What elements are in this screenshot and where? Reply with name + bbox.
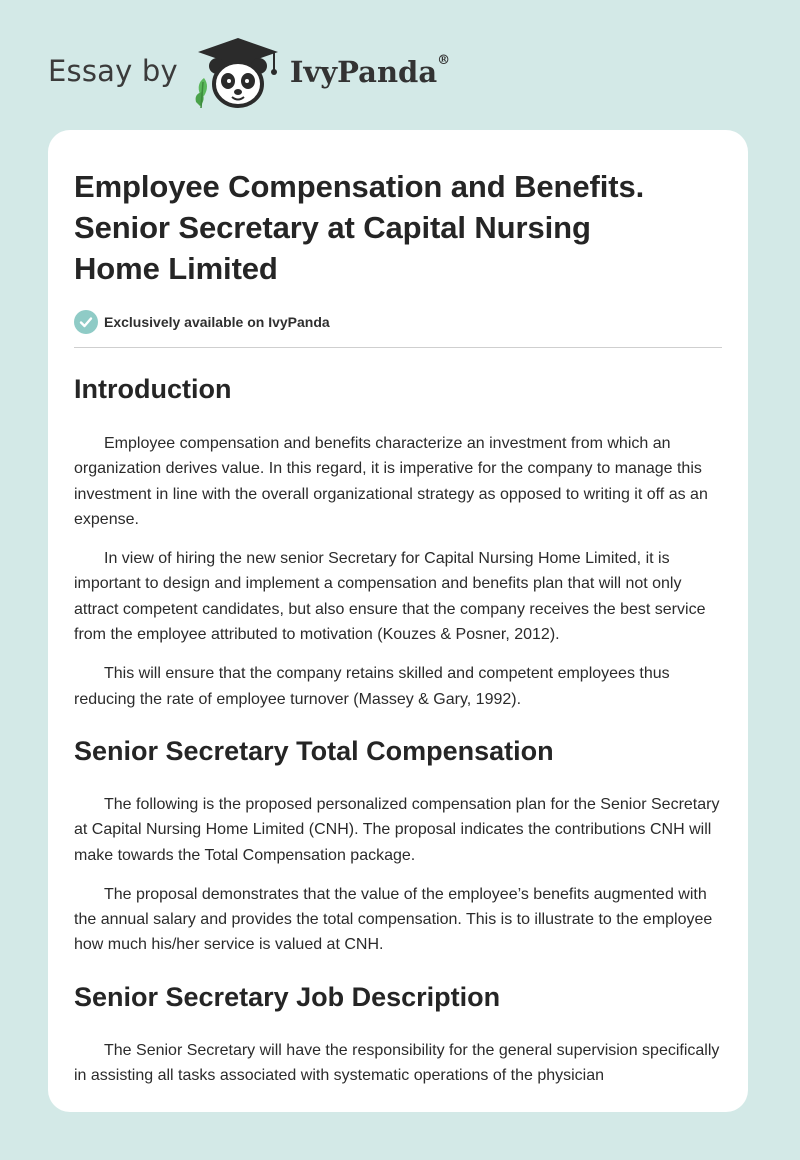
section-heading: Introduction <box>74 374 232 404</box>
paragraph: In view of hiring the new senior Secretary for Capital Nursing Home Limited, it is important to design and implement a compensation and benefits plan that will not only attract competent candidates, but also ensure that the company receives the best service from the employee attributed to motivation (Kouzes & Posner, 2012). <box>74 550 706 644</box>
paragraph: This will ensure that the company retains skilled and competent employees thus reducing the rate of employee turnover (Massey & Gary, 1992). <box>74 665 670 708</box>
article-card <box>48 130 748 1112</box>
title-line: Employee Compensation and Benefits. <box>74 169 645 204</box>
article-title <box>74 166 722 289</box>
exclusive-label: Exclusively available on IvyPanda <box>104 314 330 330</box>
paragraph: Employee compensation and benefits characterize an investment from which an organization derives value. In this regard, it is imperative for the company to manage this investment in line with the overall organizational strategy as opposed to writing it off as an expense. <box>74 435 708 528</box>
paragraph: The following is the proposed personalized compensation plan for the Senior Secretary at Capital Nursing Home Limited (CNH). The proposal indicates the contributions CNH will make towards the Total Compensation package. <box>74 795 720 864</box>
title-line: Senior Secretary at Capital Nursing <box>74 210 591 245</box>
section-heading: Senior Secretary Job Description <box>74 981 501 1012</box>
paragraph: The Senior Secretary will have the responsibility for the general supervision specifically in assisting all tasks associated with systematic operations of the physician <box>74 1041 720 1085</box>
section-heading: Senior Secretary Total Compensation <box>74 735 554 766</box>
site-header <box>48 36 450 110</box>
check-circle-icon <box>74 310 98 334</box>
essay-by-label: Essay by <box>48 54 178 88</box>
paragraph: The proposal demonstrates that the value of the employee’s benefits augmented with the annual salary and provides the total compensation. This is to illustrate to the employee how much his/her service is valued at CNH. <box>74 885 713 954</box>
panda-logo-icon[interactable] <box>192 36 284 110</box>
divider <box>74 347 722 348</box>
exclusive-badge <box>74 309 722 335</box>
title-line: Home Limited <box>74 251 278 286</box>
registered-mark: ® <box>437 53 451 68</box>
brand-name[interactable]: IvyPanda® <box>289 53 451 89</box>
